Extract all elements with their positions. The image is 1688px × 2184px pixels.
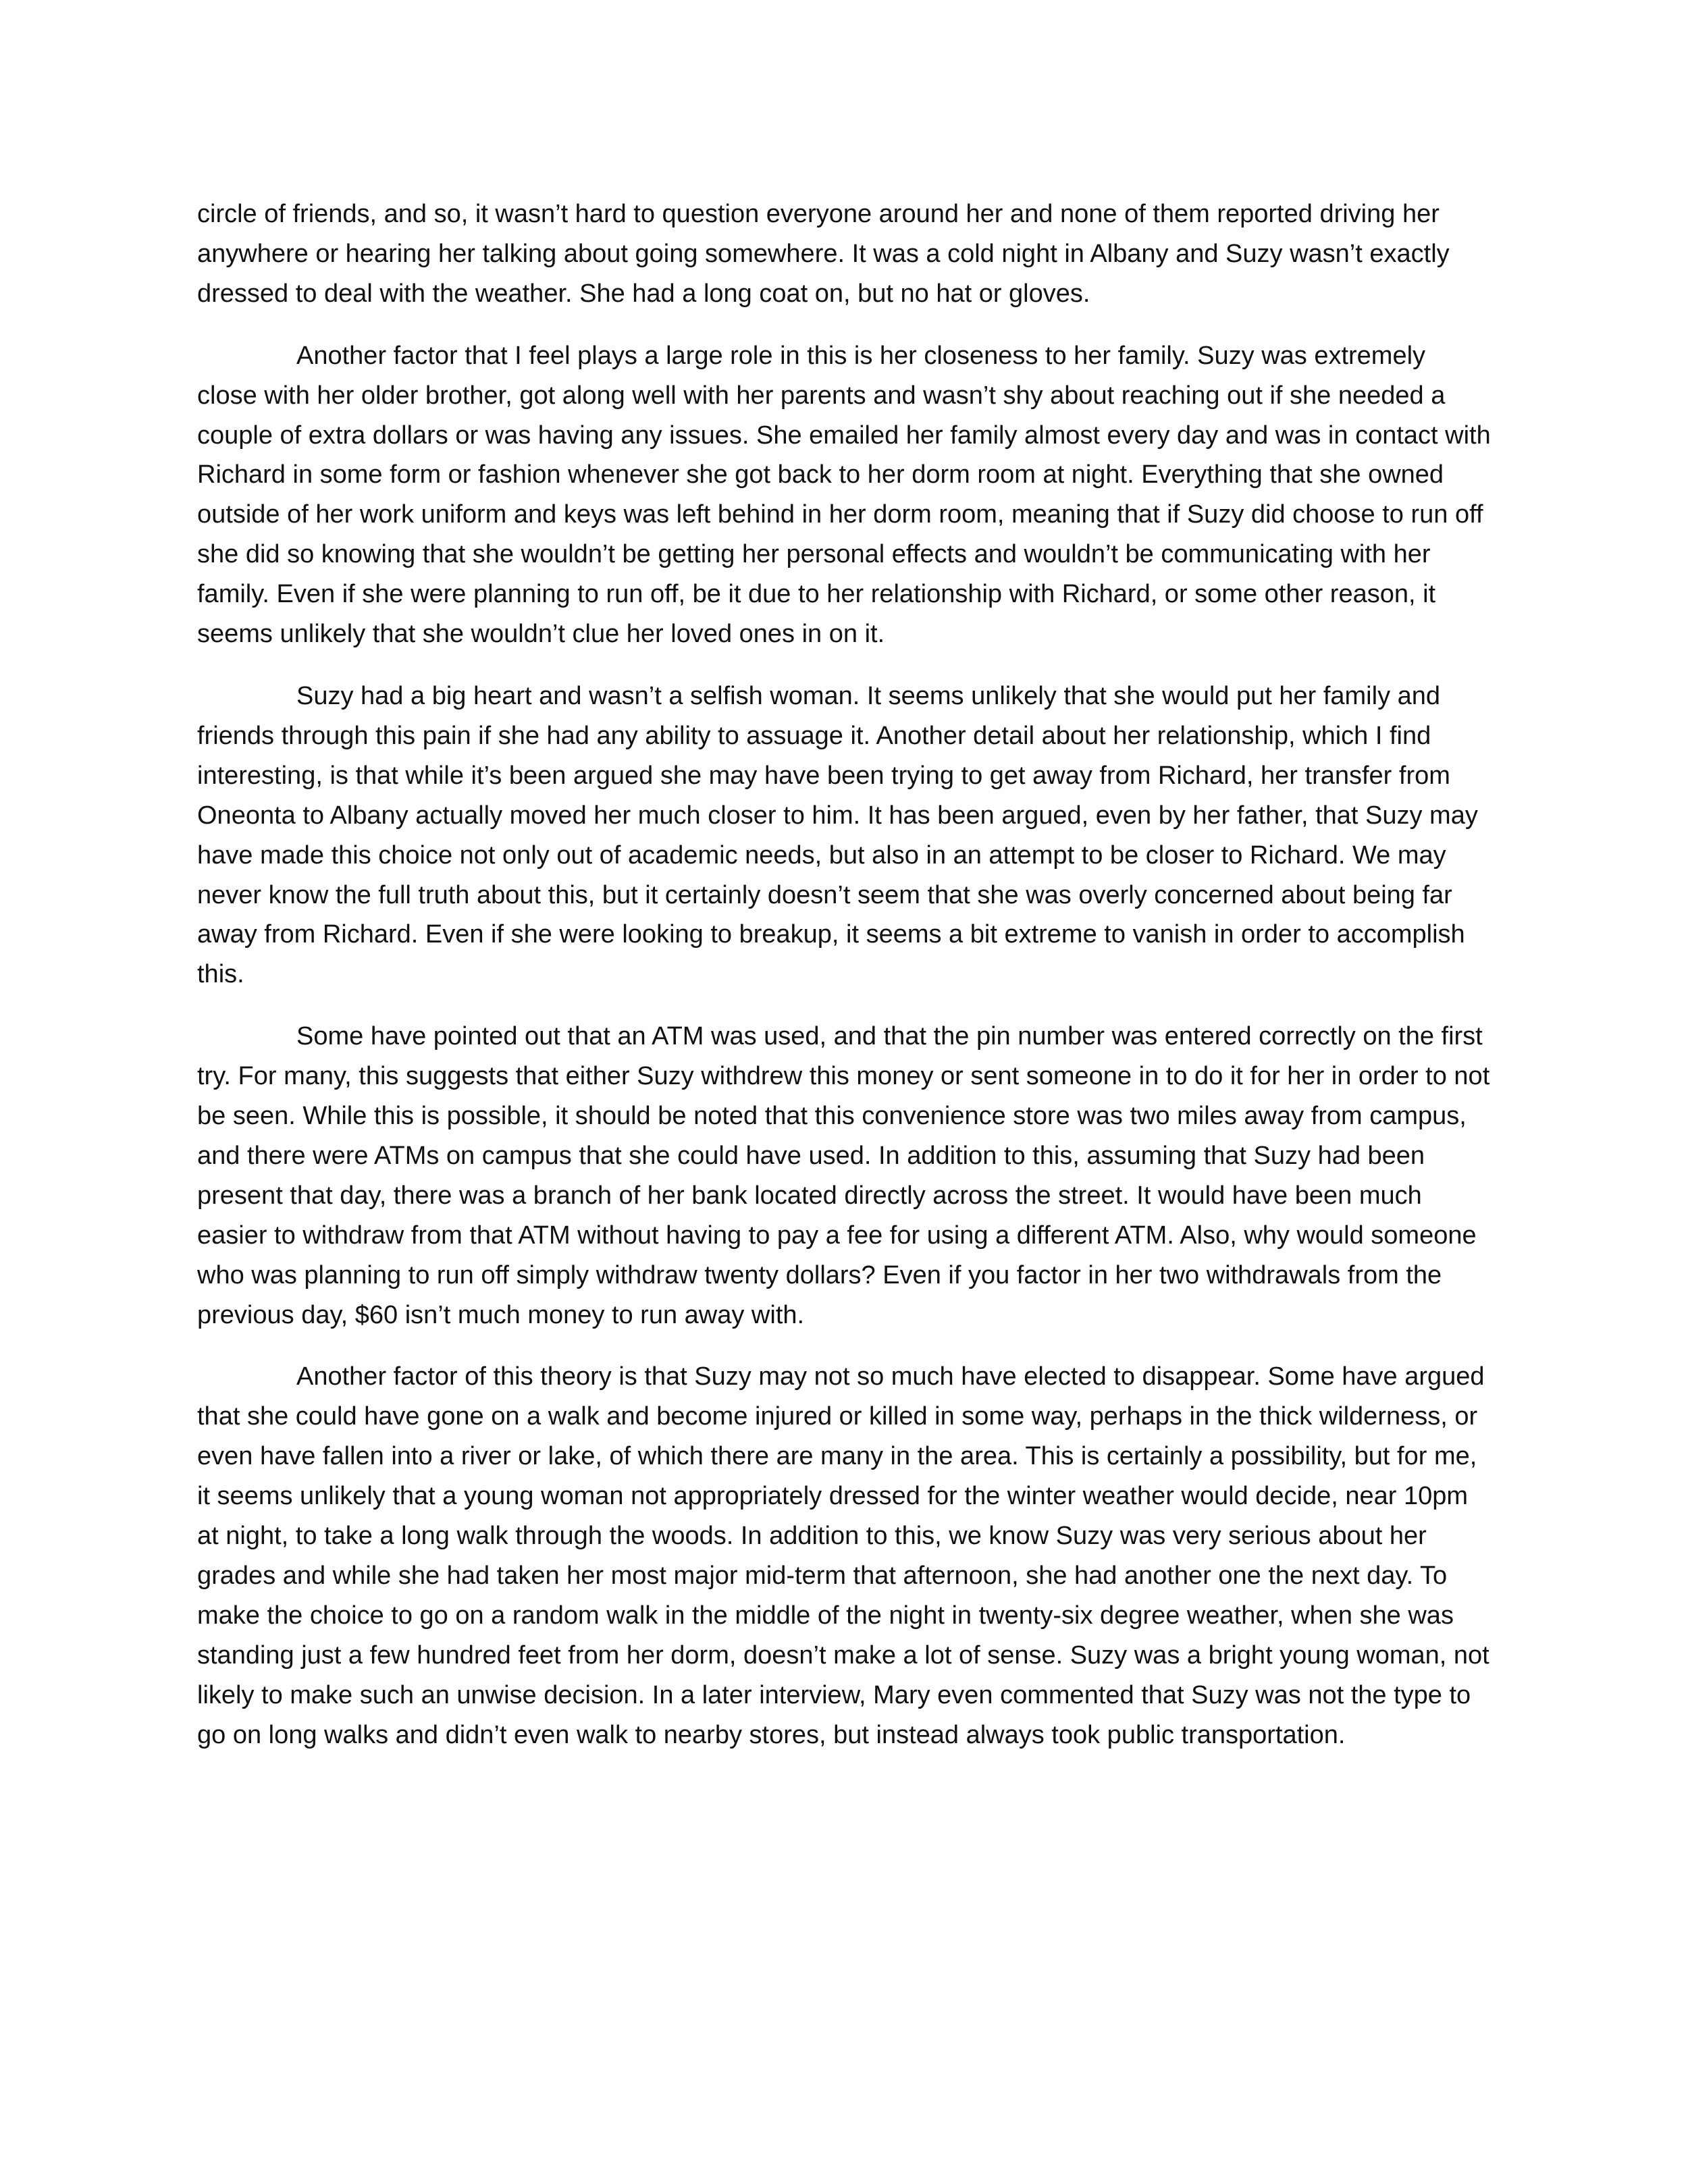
paragraph-4: Some have pointed out that an ATM was used, and that the pin number was entered correctly on the first try. For many, this suggests that either Suzy withdrew this money or sent someone in to do it for her in order to not be seen. While this is possible, it should be noted that this convenience store was two miles away from campus, and there were ATMs on campus that she could have used. In addition to this, assuming that Suzy had been present that day, there was a branch of her bank located directly across the street. It would have been much easier to withdraw from that ATM without having to pay a fee for using a different ATM. Also, why would someone who was planning to run off simply withdraw twenty dollars? Even if you factor in her two withdrawals from the previous day, $60 isn’t much money to run away with. — [197, 1022, 1490, 1329]
paragraph-2: Another factor that I feel plays a large role in this is her closeness to her family. Suzy was extremely close with her older brother, got along well with her parents and wasn’t shy about reaching out if she needed a couple of extra dollars or was having any issues. She emailed her family almost every day and was in contact with Richard in some form or fashion whenever she got back to her dorm room at night. Everything that she owned outside of her work uniform and keys was left behind in her dorm room, meaning that if Suzy did choose to run off she did so knowing that she wouldn’t be getting her personal effects and wouldn’t be communicating with her family. Even if she were planning to run off, be it due to her relationship with Richard, or some other reason, it seems unlikely that she wouldn’t clue her loved ones in on it. — [197, 341, 1491, 649]
paragraph-5: Another factor of this theory is that Suzy may not so much have elected to disappear. Some have argued that she could have gone on a walk and become injured or killed in some way, perhaps in the thick wilderness, or even have fallen into a river or lake, of which there are many in the area. This is certainly a possibility, but for me, it seems unlikely that a young woman not appropriately dressed for the winter weather would decide, near 10pm at night, to take a long walk through the woods. In addition to this, we know Suzy was very serious about her grades and while she had taken her most major mid-term that afternoon, she had another one the next day. To make the choice to go on a random walk in the middle of the night in twenty-six degree weather, when she was standing just a few hundred feet from her dorm, doesn’t make a lot of sense. Suzy was a bright young woman, not likely to make such an unwise decision. In a later interview, Mary even commented that Suzy was not the type to go on long walks and didn’t even walk to nearby stores, but instead always took public transportation. — [197, 1362, 1489, 1749]
document-body — [197, 194, 1491, 1778]
paragraph-3: Suzy had a big heart and wasn’t a selfish woman. It seems unlikely that she would put her family and friends through this pain if she had any ability to assuage it. Another detail about her relationship, which I find interesting, is that while it’s been argued she may have been trying to get away from Richard, her transfer from Oneonta to Albany actually moved her much closer to him. It has been argued, even by her father, that Suzy may have made this choice not only out of academic needs, but also in an attempt to be closer to Richard. We may never know the full truth about this, but it certainly doesn’t seem that she was overly concerned about being far away from Richard. Even if she were looking to breakup, it seems a bit extreme to vanish in order to accomplish this. — [197, 681, 1478, 989]
paragraph-1: circle of friends, and so, it wasn’t hard to question everyone around her and none of them reported driving her anywhere or hearing her talking about going somewhere. It was a cold night in Albany and Suzy wasn’t exactly dressed to deal with the weather. She had a long coat on, but no hat or gloves. — [197, 200, 1450, 308]
